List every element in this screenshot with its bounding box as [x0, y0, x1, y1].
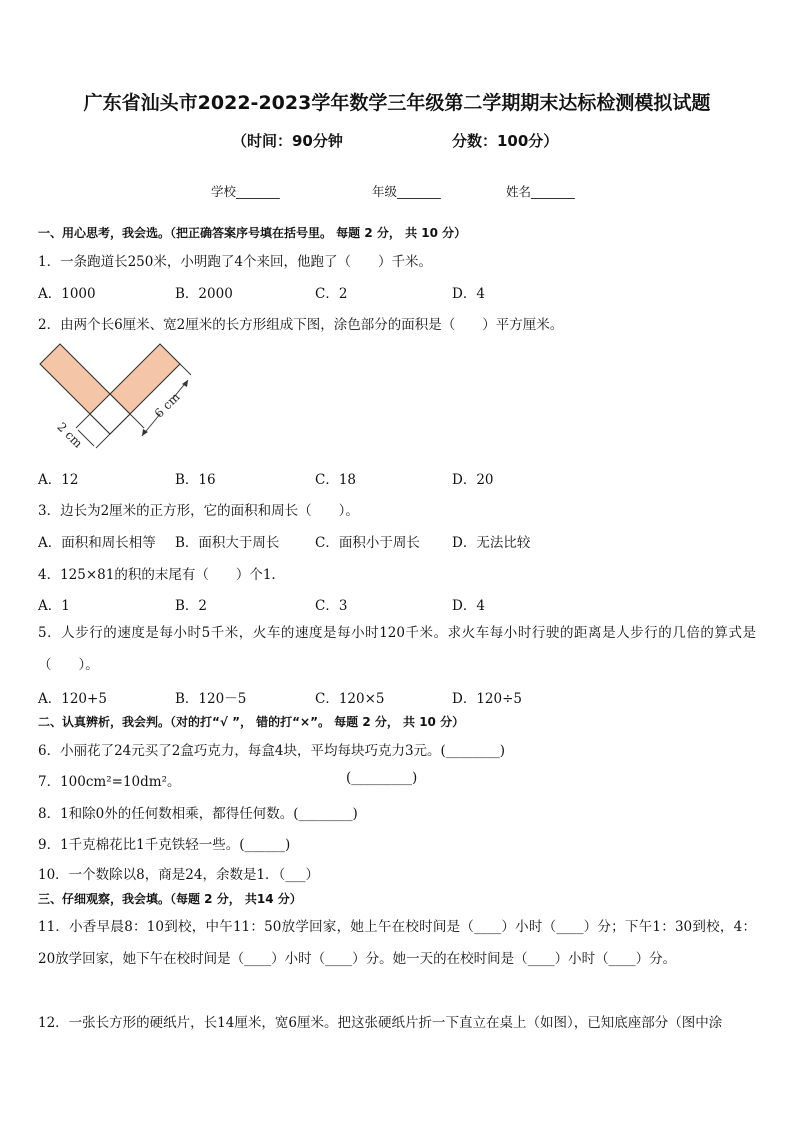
question-7: 7．100cm²=10dm²。	[38, 774, 181, 790]
question-12: 12．一张长方形的硬纸片，长14厘米，宽6厘米。把这张硬纸片折一下直立在桌上（如图），已知底座部分（图中涂	[38, 1015, 723, 1031]
question-4: 4．125×81的积的末尾有（ ）个1.	[38, 567, 276, 583]
grade-field: 年级_______	[372, 184, 441, 199]
question-1: 1．一条跑道长250米，小明跑了4个来回，他跑了（ ）千米。	[38, 254, 432, 270]
q3-option-d: D．无法比较	[452, 535, 531, 551]
exam-score: 分数：100分）	[452, 132, 559, 150]
q1-option-c: C．2	[315, 286, 348, 302]
label-2cm: 2 cm	[54, 419, 86, 451]
question-6: 6．小丽花了24元买了2盒巧克力，每盒4块，平均每块巧克力3元。(________)	[38, 743, 506, 759]
question-3: 3．边长为2厘米的正方形，它的面积和周长（ ）。	[38, 503, 359, 519]
q3-option-c: C．面积小于周长	[315, 535, 420, 551]
q1-option-d: D．4	[452, 286, 485, 302]
section-3-heading: 三、仔细观察，我会填。（每题 2 分， 共14 分）	[38, 892, 302, 906]
q3-option-b: B．面积大于周长	[175, 535, 280, 551]
q4-option-c: C．3	[315, 598, 348, 614]
q1-option-b: B．2000	[175, 286, 233, 302]
q2-option-c: C．18	[315, 472, 357, 488]
question-8: 8．1和除0外的任何数相乘，都得任何数。(________)	[38, 806, 358, 822]
q3-option-a: A．面积和周长相等	[38, 535, 156, 551]
q1-option-a: A．1000	[38, 286, 96, 302]
name-field: 姓名_______	[506, 184, 575, 199]
question-10: 10．一个数除以8，商是24，余数是1．（___）	[38, 867, 320, 883]
question-5: 5．人步行的速度是每小时5千米，火车的速度是每小时120千米。求火车每小时行驶的距离是人步行的几倍的算式是（ ）。	[38, 625, 756, 673]
q2-option-a: A．12	[38, 472, 79, 488]
q2-shape	[40, 344, 180, 434]
q2-figure	[32, 336, 192, 458]
question-2: 2．由两个长6厘米、宽2厘米的长方形组成下图，涂色部分的面积是（ ）平方厘米。	[38, 317, 564, 333]
q7-answer-blank: (_________)	[346, 770, 418, 786]
q5-option-b: B．120－5	[175, 691, 247, 707]
section-1-heading: 一、用心思考，我会选。（把正确答案序号填在括号里。 每题 2 分， 共 10 分）	[38, 226, 467, 240]
q5-option-d: D．120÷5	[452, 691, 522, 707]
q5-option-c: C．120×5	[315, 691, 385, 707]
school-field: 学校_______	[211, 184, 280, 199]
question-9: 9．1千克棉花比1千克铁轻一些。(______)	[38, 837, 291, 853]
q4-option-b: B．2	[175, 598, 208, 614]
section-2-heading: 二、认真辨析，我会判。（对的打“√ ”， 错的打“×”。 每题 2 分， 共 10 分）	[38, 715, 465, 729]
q4-option-d: D．4	[452, 598, 485, 614]
q4-option-a: A．1	[38, 598, 70, 614]
page-title: 广东省汕头市2022-2023学年数学三年级第二学期期末达标检测模拟试题	[83, 92, 711, 114]
q2-option-b: B．16	[175, 472, 216, 488]
question-11: 11．小香早晨8：10到校，中午11：50放学回家，她上午在校时间是（____）小时（____）分；下午1：30到校，4：20放学回家，她下午在校时间是（____）小时（____）分。她一天的在校时间是（____）小时（____）分。	[38, 919, 756, 967]
q5-option-a: A．120+5	[38, 691, 107, 707]
label-6cm: 6 cm	[151, 389, 183, 421]
exam-time: （时间：90分钟	[232, 132, 343, 150]
q2-option-d: D．20	[452, 472, 494, 488]
